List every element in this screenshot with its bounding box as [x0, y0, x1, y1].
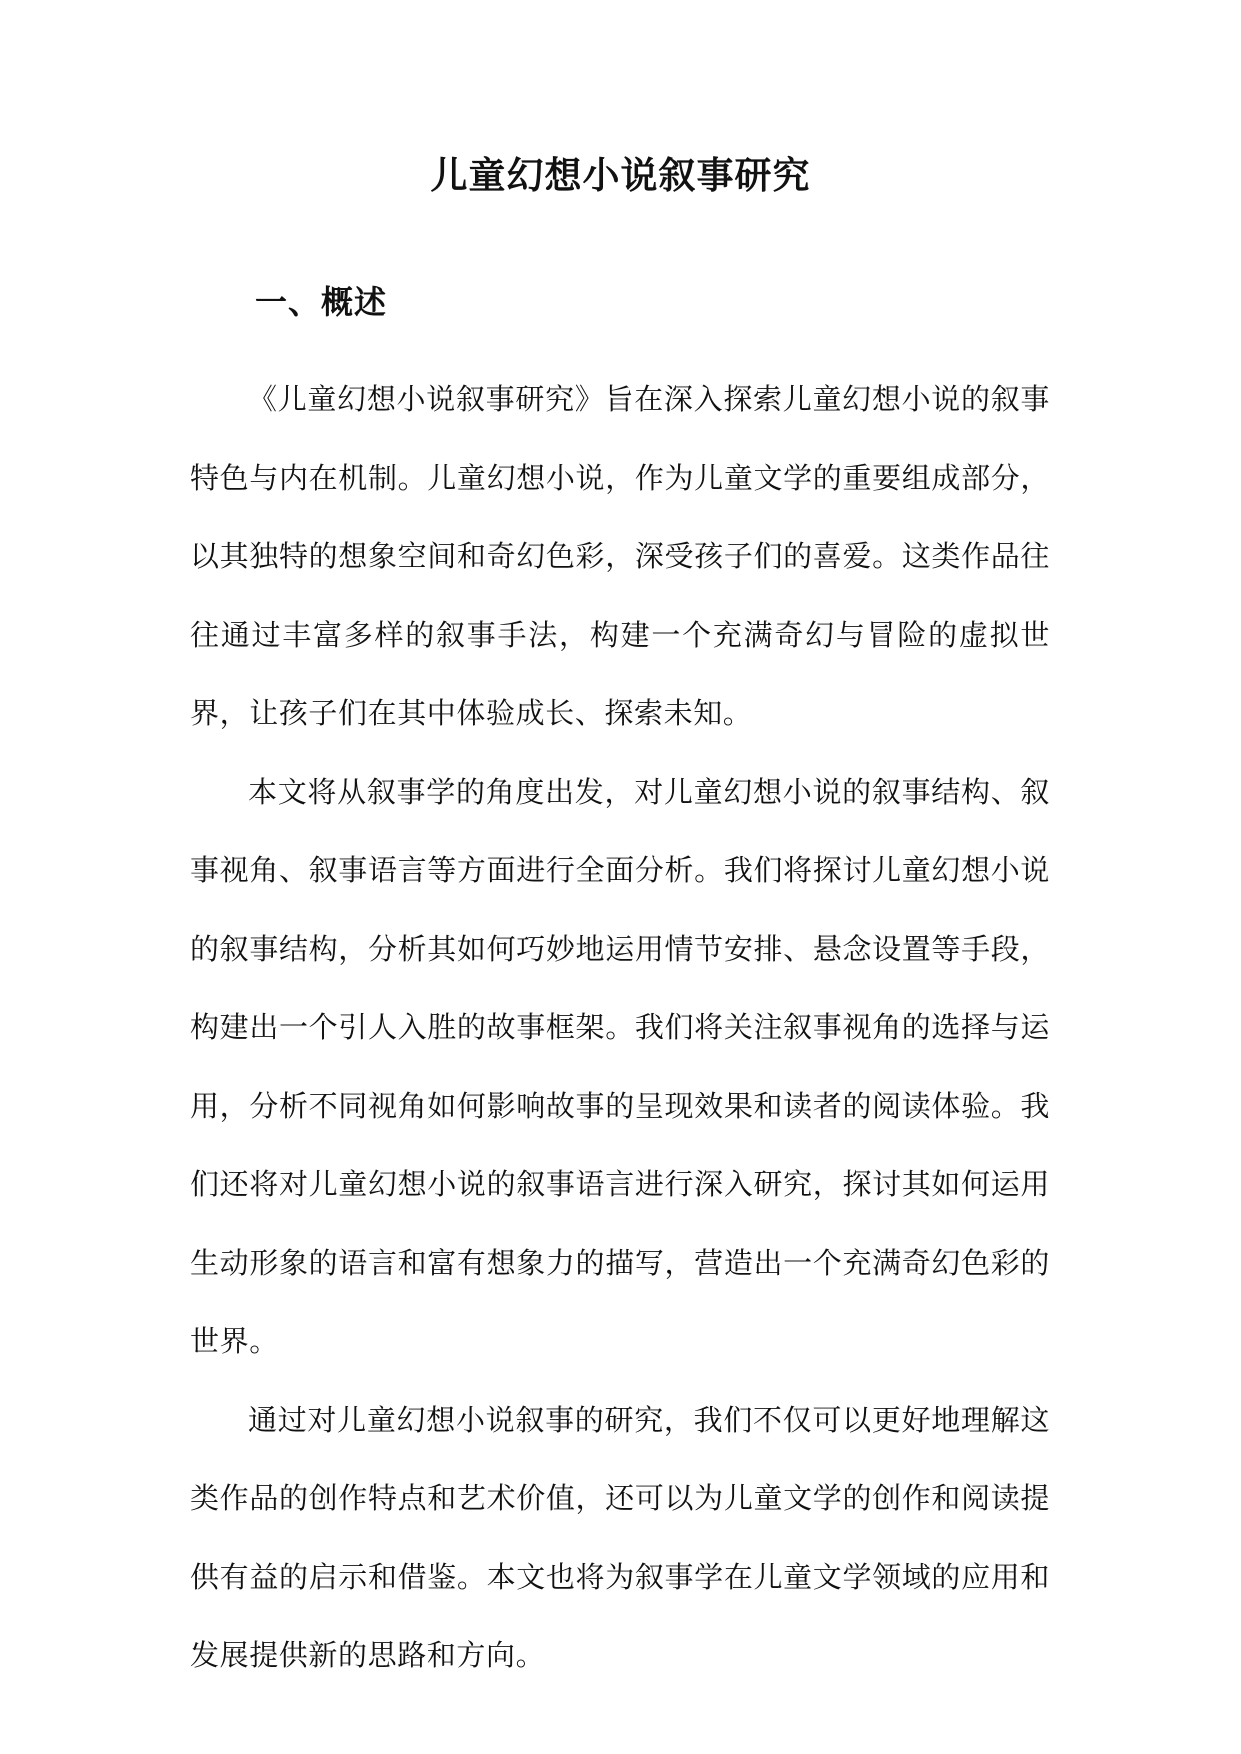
paragraph: 《儿童幻想小说叙事研究》旨在深入探索儿童幻想小说的叙事特色与内在机制。儿童幻想小说，作为儿童文学的重要组成部分，以其独特的想象空间和奇幻色彩，深受孩子们的喜爱。这类作品往往通过丰富多样的叙事手法，构建一个充满奇幻与冒险的虚拟世界，让孩子们在其中体验成长、探索未知。	[190, 382, 1050, 730]
document-title: 儿童幻想小说叙事研究	[430, 153, 811, 197]
section-heading: 一、概述	[255, 283, 388, 321]
body-text	[190, 360, 1050, 1695]
paragraph: 本文将从叙事学的角度出发，对儿童幻想小说的叙事结构、叙事视角、叙事语言等方面进行全面分析。我们将探讨儿童幻想小说的叙事结构，分析其如何巧妙地运用情节安排、悬念设置等手段，构建出一个引人入胜的故事框架。我们将关注叙事视角的选择与运用，分析不同视角如何影响故事的呈现效果和读者的阅读体验。我们还将对儿童幻想小说的叙事语言进行深入研究，探讨其如何运用生动形象的语言和富有想象力的描写，营造出一个充满奇幻色彩的世界。	[190, 774, 1050, 1358]
paragraph: 通过对儿童幻想小说叙事的研究，我们不仅可以更好地理解这类作品的创作特点和艺术价值，还可以为儿童文学的创作和阅读提供有益的启示和借鉴。本文也将为叙事学在儿童文学领域的应用和发展提供新的思路和方向。	[190, 1402, 1050, 1672]
